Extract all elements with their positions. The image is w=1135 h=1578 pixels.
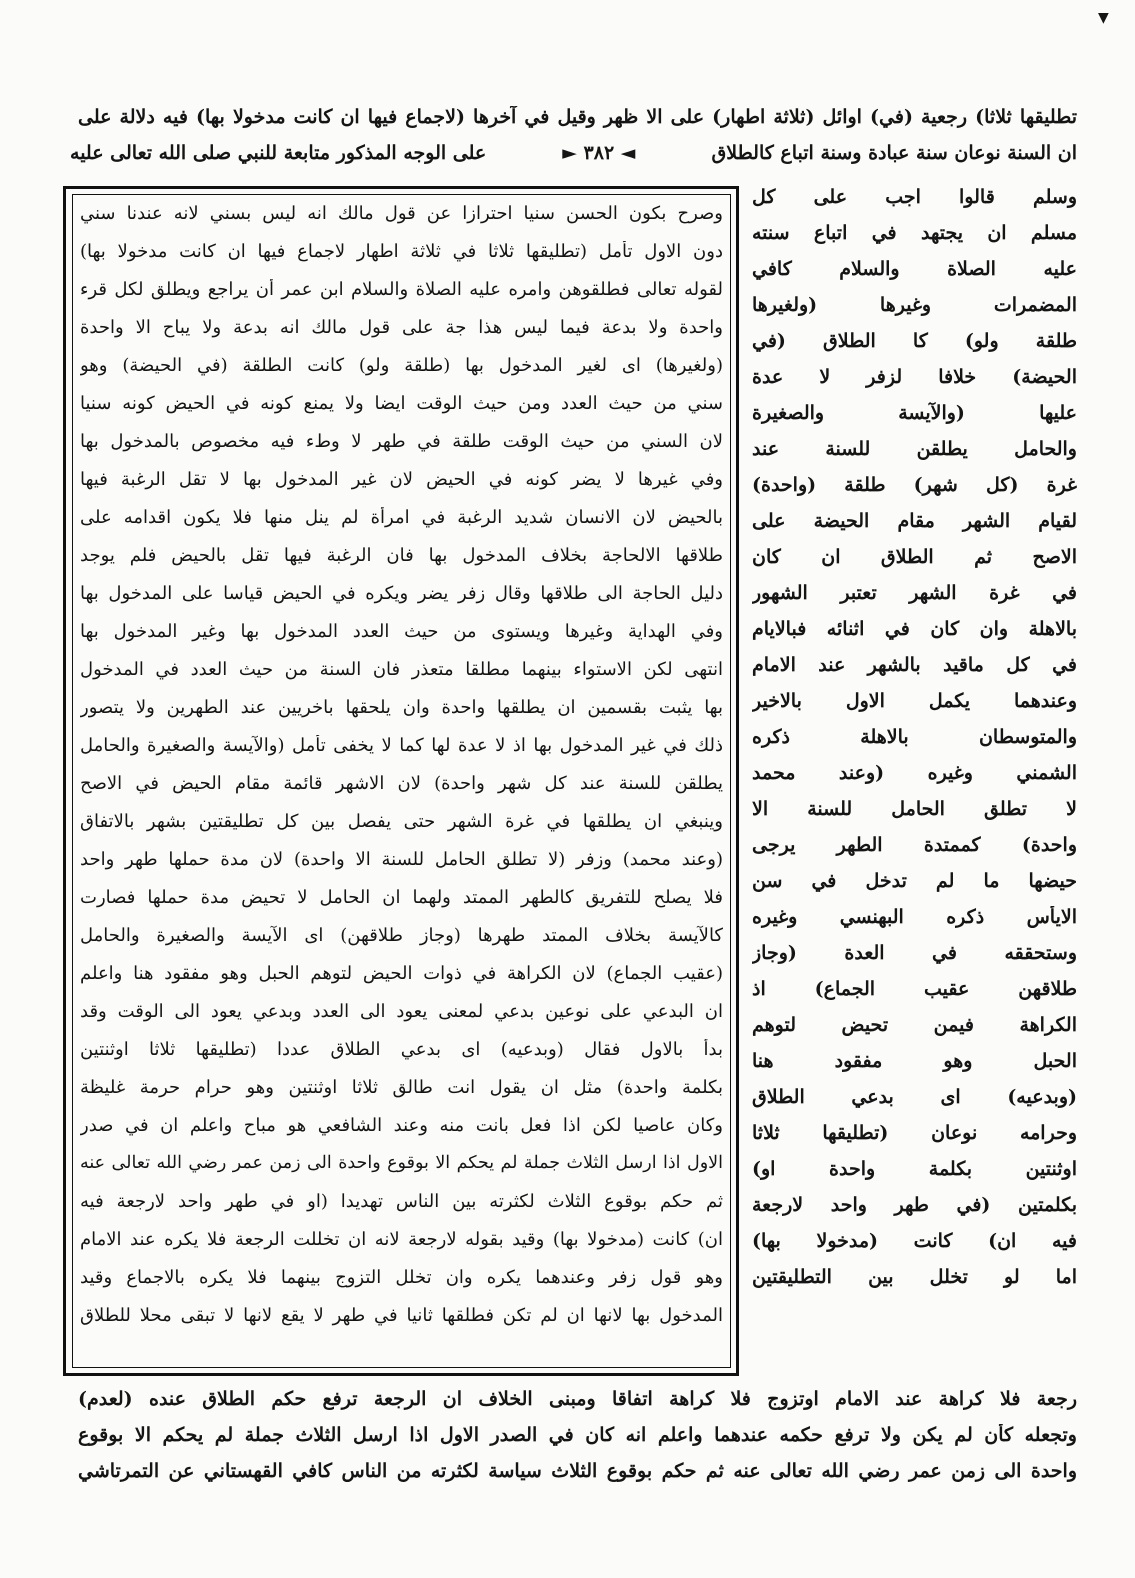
- commentary-line: بها يثبت بقسمين ان يطلقها واحدة وان يلحقها باخريين عند الطهرين ولا يتصور: [80, 697, 723, 718]
- corner-mark: ▼: [1098, 10, 1109, 26]
- commentary-line: ان) كانت (مدخولا بها) وقيد بقوله لارجعة لانه ان تخللت الرجعة فلا يكره عند الامام: [80, 1229, 723, 1250]
- side-line: الحبل وهو مفقود هنا: [752, 1050, 1077, 1072]
- commentary-line: (ولغيرها) اى لغير المدخول بها (طلقة ولو) كانت الطلقة (في الحيضة) وهو: [80, 355, 723, 376]
- side-line: المضمرات وغيرها (ولغيرها: [752, 294, 1077, 316]
- commentary-line: ذلك في غير المدخول بها اذ لا عدة لها كما لا يخفى تأمل (والآيسة والصغيرة والحامل: [80, 735, 723, 756]
- commentary-line: ثم حكم بوقوع الثلاث لكثرته بين الناس تهديدا (او في طهر واحد لارجعة فيه: [80, 1191, 723, 1212]
- commentary-line: (وعند محمد) وزفر (لا تطلق الحامل للسنة الا واحدة) لان مدة حملها طهر واحد: [80, 849, 723, 870]
- page-number: ٣٨٢: [583, 142, 615, 164]
- commentary-line: دون الاول تأمل (تطليقها ثلاثا في ثلاثة اطهار لاجماع فيها ان كانت مدخولا بها): [80, 241, 723, 262]
- commentary-line: الاول اذا ارسل الثلاث جملة لم يحكم الا بوقوع واحدة الى زمن عمر رضي الله تعالى عنه: [80, 1153, 723, 1173]
- side-line: والحامل يطلقن للسنة عند: [752, 438, 1077, 460]
- commentary-line: ان البدعي على نوعين بدعي لمعنى يعود الى العدد وبدعي يعود الى الوقت وقد: [80, 1001, 723, 1022]
- commentary-line: بالحيض لان الانسان شديد الرغبة في امرأة لم ينل منها فلا يكون اقدامه على: [80, 507, 723, 528]
- commentary-line: سني من حيث العدد ومن حيث الوقت ايضا ولا يمنع كونه في الحيض كونه سنيا: [80, 393, 723, 414]
- commentary-line: وينبغي ان يطلقها في غرة الشهر حتى يفصل بين كل تطليقتين بشهر بالاتفاق: [80, 811, 723, 832]
- commentary-line: وكان عاصيا لكن اذا فعل بانت منه وعند الشافعي هو مباح واعلم ان في صدر: [80, 1115, 723, 1136]
- commentary-line: بدأ بالاول فقال (وبدعيه) اى بدعي الطلاق عددا (تطليقها ثلاثا اوثنتين: [80, 1039, 723, 1060]
- side-line: وعندهما يكمل الاول بالاخير: [752, 690, 1077, 712]
- side-line: (وبدعيه) اى بدعي الطلاق: [752, 1086, 1077, 1108]
- side-line: في كل ماقيد بالشهر عند الامام: [752, 654, 1077, 676]
- side-line: مسلم ان يجتهد في اتباع سنته: [752, 222, 1077, 244]
- side-line: والمتوسطان بالاهلة ذكره: [752, 726, 1077, 748]
- side-line: لا تطلق الحامل للسنة الا: [752, 798, 1077, 820]
- commentary-line: انتهى لكن الاستواء بينهما مطلقا متعذر فان السنة من حيث العدد في المدخول: [80, 659, 723, 680]
- side-line: طلقة ولو) كا الطلاق (في: [752, 330, 1077, 352]
- top-line-2-left: على الوجه المذكور متابعة للنبي صلى الله تعالى عليه: [70, 142, 487, 164]
- commentary-line: وفي غيرها لا يضر كونه في الحيض لان غير المدخول بها لا تقل الرغبة فيها: [80, 469, 723, 490]
- side-line: لقيام الشهر مقام الحيضة على: [752, 510, 1077, 532]
- commentary-line: لان السني من حيث الوقت طلقة في طهر لا وطء فيه مخصوص بالمدخول بها: [80, 431, 723, 452]
- commentary-line: (عقيب الجماع) لان الكراهة في ذوات الحيض لتوهم الحبل وهو مفقود هنا واعلم: [80, 963, 723, 984]
- commentary-line: وفي الهداية وغيرها ويستوى من حيث العدد المدخول بها وغير المدخول بها: [80, 621, 723, 642]
- commentary-line: يطلقن للسنة عند كل شهر واحدة) لان الاشهر قائمة مقام الحيض في الاصح: [80, 773, 723, 794]
- side-line: فيه ان) كانت (مدخولا بها): [752, 1230, 1077, 1252]
- side-line: وستحققه في العدة (وجاز: [752, 942, 1077, 964]
- bottom-line: رجعة فلا كراهة عند الامام اوتزوج فلا كراهة اتفاقا ومبنى الخلاف ان الرجعة ترفع حكم الطلاق عنده (لعدم): [78, 1388, 1077, 1410]
- bottom-line: وتجعله كأن لم يكن ولا ترفع حكمه عندهما واعلم انه كان في الصدر الاول اذا ارسل الثلاث جملة لم يحكم الا بوقوع: [78, 1424, 1077, 1446]
- side-line: الشمني وغيره (وعند محمد: [752, 762, 1077, 784]
- commentary-line: دليل الحاجة الى طلاقها وقال زفر يضر ويكره في الحيض قياسا على المدخول بها: [80, 583, 723, 604]
- commentary-line: بكلمة واحدة) مثل ان يقول انت طالق ثلاثا اوثنتين وهو حرام حرمة غليظة: [80, 1077, 723, 1098]
- side-line: بكلمتين (في طهر واحد لارجعة: [752, 1194, 1077, 1216]
- top-line-2: [70, 142, 1077, 170]
- side-line: غرة (كل شهر) طلقة (واحدة): [752, 474, 1077, 496]
- commentary-line: المدخول بها لانها ان لم تكن فطلقها ثانيا في طهر لا يقع لانها لا تبقى محلا للطلاق: [80, 1305, 723, 1326]
- side-line: الكراهة فيمن تحيض لتوهم: [752, 1014, 1077, 1036]
- side-line: وحرامه نوعان (تطليقها ثلاثا: [752, 1122, 1077, 1144]
- side-line: الحيضة) خلافا لزفر لا عدة: [752, 366, 1077, 388]
- side-line: وسلم قالوا اجب على كل: [752, 186, 1077, 208]
- side-line: عليه الصلاة والسلام كافي: [752, 258, 1077, 280]
- commentary-line: كالآيسة بخلاف الممتد طهرها (وجاز طلاقهن) اى الآيسة والصغيرة والحامل: [80, 925, 723, 946]
- page-number-block: [562, 142, 635, 164]
- side-line: في غرة الشهر تعتبر الشهور: [752, 582, 1077, 604]
- side-line: عليها (والآيسة والصغيرة: [752, 402, 1077, 424]
- commentary-line: وهو قول زفر وعندهما يكره وان تخلل التزوج بينهما فلا يكره بالاجماع وقيد: [80, 1267, 723, 1288]
- side-line: بالاهلة وان كان في اثنائه فبالايام: [752, 618, 1077, 640]
- top-line: تطليقها ثلاثا) رجعية (في) اوائل (ثلاثة اطهار) على الا ظهر وقيل في آخرها (لاجماع فيها ان كانت مدخولا بها) فيه دلالة على: [78, 106, 1077, 128]
- commentary-line: واحدة ولا بدعة فيما ليس هذا جة على قول مالك انه بدعة ولا يباح الا واحدة: [80, 317, 723, 338]
- ornament-icon: ◄: [620, 142, 636, 164]
- commentary-line: وصرح بكون الحسن سنيا احترازا عن قول مالك انه ليس بسني لانه عندنا سني: [80, 203, 723, 224]
- side-line: حيضها ما لم تدخل في سن: [752, 870, 1077, 892]
- side-line: الاصح ثم الطلاق ان كان: [752, 546, 1077, 568]
- side-line: طلاقهن عقيب الجماع) اذ: [752, 978, 1077, 1000]
- commentary-line: لقوله تعالى فطلقوهن وامره عليه الصلاة والسلام ابن عمر أن يراجع ويطلق لكل قرء: [80, 279, 723, 300]
- commentary-line: طلاقها الالحاجة بخلاف المدخول بها فان الرغبة فيها تقل بالحيض فلم يوجد: [80, 545, 723, 566]
- commentary-line: فلا يصلح للتفريق كالطهر الممتد ولهما ان الحامل لا تحيض مدة حملها فصارت: [80, 887, 723, 908]
- side-line: واحدة) كممتدة الطهر يرجى: [752, 834, 1077, 856]
- bottom-line: واحدة الى زمن عمر رضي الله تعالى عنه ثم حكم بوقوع الثلاث سياسة لكثرته من الناس كافي القهستاني عن التمرتاشي: [78, 1460, 1077, 1482]
- side-line: اما لو تخلل بين التطليقتين: [752, 1266, 1077, 1288]
- side-line: الايأس ذكره البهنسي وغيره: [752, 906, 1077, 928]
- ornament-icon: ►: [562, 142, 577, 164]
- side-line: اوثنتين بكلمة واحدة او): [752, 1158, 1077, 1180]
- top-line-2-right: ان السنة نوعان سنة عبادة وسنة اتباع كالطلاق: [711, 142, 1077, 164]
